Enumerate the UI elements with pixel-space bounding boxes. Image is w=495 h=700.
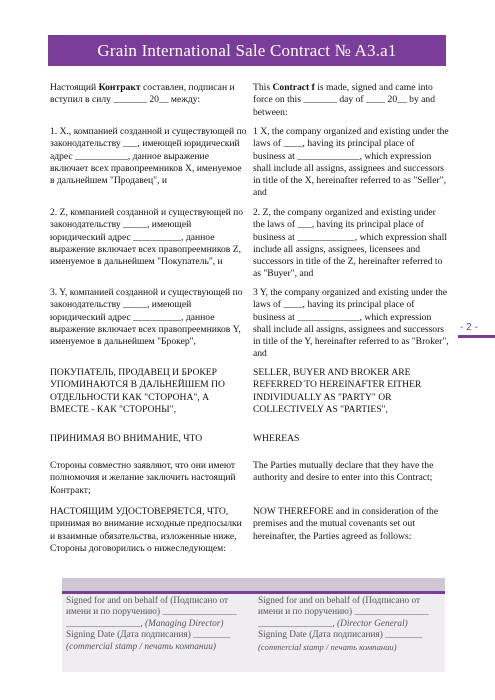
paragraph-7-en: NOW THEREFORE and in consideration of the premises and the mutual covenants set out hereinafter, the Parties agreed as follows: <box>253 506 439 542</box>
paragraph-0-en-text-a: This <box>253 82 273 93</box>
paragraph-0-ru-keyword: Контракт <box>98 82 141 93</box>
signature-right-line5: (commercial stamp / печать компании) <box>258 641 397 652</box>
signature-right-line1: Signed for and on behalf of (Подписано от <box>258 596 421 606</box>
paragraph-3-en: 3 Y, the company organized and existing under the laws of ____, having its principal place of business at _____________, which expression shall include all assigns, assignees and successors in title of the Y, hereinafter referred to as "Broker", and <box>253 287 449 360</box>
paragraph-4-en: SELLER, BUYER AND BROKER ARE REFERRED TO HEREINAFTER EITHER INDIVIDUALLY AS "PARTY" OR COLLECTIVELY AS "PARTIES", <box>253 367 422 415</box>
paragraph-0-ru-text-a: Настоящий <box>50 82 99 93</box>
signature-left-line2: имени и по поручению) ________________ <box>66 607 237 618</box>
signature-left-line3: ________________, (Managing Director) <box>66 618 224 629</box>
document-title: Grain International Sale Contract № A3.a1 <box>48 35 446 66</box>
signature-left <box>66 596 252 653</box>
paragraph-4-ru: ПОКУПАТЕЛЬ, ПРОДАВЕЦ И БРОКЕР УПОМИНАЮТСЯ В ДАЛЬНЕЙШЕМ ПО ОТДЕЛЬНОСТИ КАК "СТОРОНА", А ВМЕСТЕ - КАК "СТОРОНЫ", <box>50 367 225 415</box>
paragraph-0-en-text-b: is made, signed and came into force on this _______ day of ____ 20__ by and between: <box>253 82 435 118</box>
paragraph-2-en: 2. Z, the company organized and existing under the laws of ___, having its principal place of business at ____________, which expression shall include all assigns, assignees, licensees and successors in title of the Z, hereinafter referred to as "Buyer", and <box>253 207 447 280</box>
paragraph-1-ru: 1. X., компанией созданной и существующей по законодательству ___, имеющей юридический адрес ___________, данное выражение включает всех правопреемников X, именуемое в дальнейшем "Продавец", и <box>50 126 247 187</box>
paragraph-0-ru-text-b: составлен, подписан и вступил в силу _______ 20__ между: <box>50 82 235 106</box>
paragraph-6-en: The Parties mutually declare that they have the authority and desire to enter into this Contract; <box>253 460 434 484</box>
paragraph-0-ru <box>50 82 248 107</box>
paragraph-2-ru: 2. Z, компанией созданной и существующей по законодательству _____, имеющей юридический адрес __________, данное выражение включает всех правопреемников Z, именуемое в дальнейшем "Покупатель", и <box>50 207 244 268</box>
paragraph-5-ru: ПРИНИМАЯ ВО ВНИМАНИЕ, ЧТО <box>50 433 203 444</box>
signature-left-line5: (commercial stamp / печать компании) <box>66 641 216 652</box>
paragraph-0-en <box>253 82 449 119</box>
signature-right-line2: имени и по поручению) ________________ <box>258 607 429 618</box>
paragraph-0-en-keyword: Contract f <box>272 82 315 93</box>
paragraph-5-en: WHEREAS <box>253 433 300 444</box>
page-number: - 2 - <box>460 322 478 333</box>
signature-header-band <box>62 578 445 591</box>
paragraph-1-en: 1 X, the company organized and existing under the laws of ____, having its principal place of business at _____________, which expression shall include all assigns, assignees and successors in title of the X, hereinafter referred to as "Seller", and <box>253 126 449 199</box>
paragraph-6-ru: Стороны совместно заявляют, что они имеют полномочия и желание заключить настоящий Контракт; <box>50 460 236 496</box>
signature-right-line4: Signing Date (Дата подписания) ________ <box>258 630 423 641</box>
paragraph-7-ru: НАСТОЯЩИМ УДОСТОВЕРЯЕТСЯ, ЧТО, принимая во внимание исходные предпосылки и взаимные обязательства, изложенные ниже, Стороны договорились о нижеследующем: <box>50 506 242 554</box>
paragraph-3-ru: 3. Y, компанией созданной и существующей по законодательству _____, имеющей юридический адрес __________, данное выражение включает всех правопреемников Y, именуемое в дальнейшем "Брокер", <box>50 287 243 348</box>
signature-left-line4: Signing Date (Дата подписания) ________ <box>66 630 231 641</box>
page-number-underline <box>458 335 495 338</box>
signature-right-line3: ________________, (Director General) <box>258 618 408 629</box>
signature-right <box>258 596 444 653</box>
signature-left-line1: Signed for and on behalf of (Подписано от <box>66 596 229 606</box>
